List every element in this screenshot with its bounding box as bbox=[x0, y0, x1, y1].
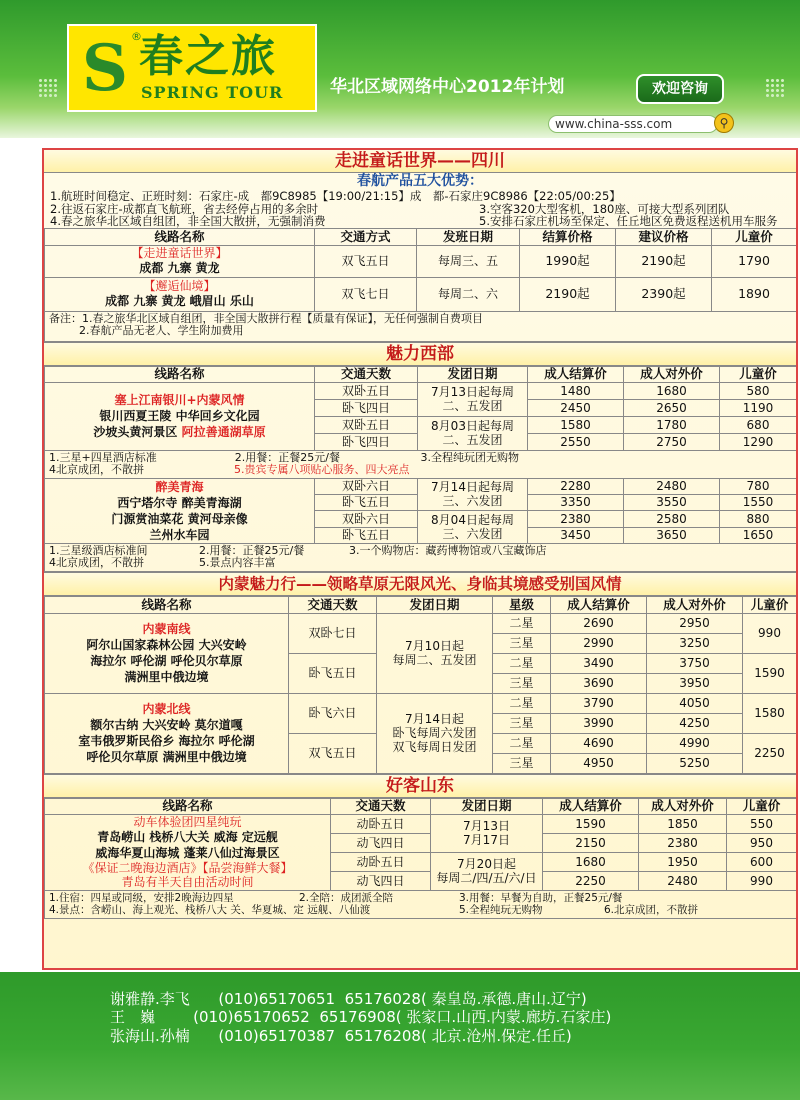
adult-price: 3350 bbox=[528, 494, 624, 510]
col-header: 线路名称 bbox=[45, 228, 315, 245]
retail-price: 2580 bbox=[624, 510, 720, 527]
retail-price: 3550 bbox=[624, 494, 720, 510]
retail-price: 4050 bbox=[647, 693, 743, 713]
child-price: 580 bbox=[720, 382, 797, 399]
days-cell: 卧飞四日 bbox=[315, 433, 418, 450]
date-line: 每周二、五发团 bbox=[392, 653, 477, 667]
child-price: 550 bbox=[727, 814, 797, 833]
note-item: 5.景点内容丰富 bbox=[199, 556, 276, 569]
route-name: 动车体验团四星纯玩 bbox=[133, 815, 242, 829]
col-header: 成人结算价 bbox=[528, 366, 624, 382]
child-price: 990 bbox=[743, 613, 797, 653]
logo-english-name: SPRING TOUR bbox=[141, 83, 284, 102]
contact-footer bbox=[0, 972, 800, 1100]
days-cell: 动卧五日 bbox=[331, 814, 431, 833]
contact-row bbox=[110, 990, 587, 1009]
route-places: 成都 九寨 黄龙 bbox=[139, 261, 220, 275]
transport-cell: 双飞七日 bbox=[315, 277, 417, 311]
contact-region: 秦皇岛.承德.唐山.辽宁) bbox=[431, 990, 587, 1008]
contact-names: 谢雅静.李飞 bbox=[110, 990, 190, 1008]
col-header: 发团日期 bbox=[431, 798, 543, 814]
col-header: 交通天数 bbox=[289, 596, 377, 613]
route-places: 室韦俄罗斯民俗乡 海拉尔 呼伦湖 bbox=[78, 734, 255, 748]
section-title-sichuan: 走进童话世界——四川 bbox=[44, 150, 796, 173]
date-line: 7月10日起 bbox=[405, 639, 464, 653]
date-line: 7月17日 bbox=[463, 833, 510, 847]
date-line: 双飞每周日发团 bbox=[392, 740, 477, 754]
logo-mark-icon: S bbox=[81, 31, 129, 106]
itinerary-content bbox=[42, 148, 798, 970]
days-cell: 双飞五日 bbox=[289, 733, 377, 773]
route-places: 青岛崂山 栈桥八大关 威海 定远舰 bbox=[97, 830, 278, 844]
retail-price: 2380 bbox=[639, 833, 727, 852]
dot-pattern bbox=[38, 78, 58, 98]
days-cell: 卧飞五日 bbox=[289, 653, 377, 693]
adult-price: 1480 bbox=[528, 382, 624, 399]
settle-price: 1990起 bbox=[520, 245, 616, 277]
route-name: 【邂逅仙境】 bbox=[143, 279, 216, 293]
sichuan-table bbox=[44, 228, 797, 342]
star-cell: 三星 bbox=[493, 753, 551, 773]
transport-cell: 双飞五日 bbox=[315, 245, 417, 277]
route-places: 沙坡头黄河景区 bbox=[93, 425, 178, 439]
registered-mark: ® bbox=[131, 30, 142, 43]
col-header: 发团日期 bbox=[418, 366, 528, 382]
col-header: 交通方式 bbox=[315, 228, 417, 245]
route-places: 西宁塔尔寺 醉美青海湖 bbox=[117, 495, 242, 510]
note-line: 2.春航产品无老人、学生附加费用 bbox=[79, 324, 244, 337]
note-item: 2.全陪：成团派全陪 bbox=[299, 891, 394, 904]
search-icon[interactable]: ⚲ bbox=[714, 113, 734, 133]
date-line: 7月14日起 bbox=[405, 712, 464, 726]
child-price: 1650 bbox=[720, 527, 797, 543]
star-cell: 二星 bbox=[493, 733, 551, 753]
route-places: 阿尔山国家森林公园 大兴安岭 bbox=[86, 638, 247, 652]
date-line: 7月13日 bbox=[463, 819, 510, 833]
suggest-price: 2190起 bbox=[616, 245, 712, 277]
col-header: 线路名称 bbox=[45, 596, 289, 613]
route-highlight: 青岛有半天自由活动时间 bbox=[121, 875, 254, 889]
table-row bbox=[45, 693, 797, 713]
col-header: 成人对外价 bbox=[647, 596, 743, 613]
consult-button[interactable]: 欢迎咨询 bbox=[636, 74, 724, 104]
contact-names: 张海山.孙楠 bbox=[110, 1027, 190, 1045]
child-price: 1550 bbox=[720, 494, 797, 510]
note-item: 3.全程纯玩团无购物 bbox=[420, 450, 519, 464]
note-item: 6.北京成团，不散拼 bbox=[604, 904, 699, 916]
retail-price: 2480 bbox=[639, 871, 727, 890]
table-row bbox=[45, 382, 797, 399]
adult-price: 2150 bbox=[543, 833, 639, 852]
date-cell: 7月14日起每周三、六发团 bbox=[418, 478, 528, 510]
col-header: 线路名称 bbox=[45, 798, 331, 814]
days-cell: 双卧五日 bbox=[315, 382, 418, 399]
child-price: 880 bbox=[720, 510, 797, 527]
date-cell: 8月03日起每周二、五发团 bbox=[418, 416, 528, 450]
retail-price: 3650 bbox=[624, 527, 720, 543]
child-price: 600 bbox=[727, 852, 797, 871]
dot-pattern bbox=[765, 78, 785, 98]
child-price: 780 bbox=[720, 478, 797, 494]
west-table bbox=[44, 366, 797, 572]
date-cell: 8月04日起每周三、六发团 bbox=[418, 510, 528, 543]
adult-price: 2250 bbox=[543, 871, 639, 890]
days-cell: 动卧五日 bbox=[331, 852, 431, 871]
star-cell: 二星 bbox=[493, 613, 551, 633]
col-header: 结算价格 bbox=[520, 228, 616, 245]
retail-price: 3750 bbox=[647, 653, 743, 673]
advantages-list bbox=[44, 190, 796, 228]
retail-price: 1780 bbox=[624, 416, 720, 433]
route-name: 内蒙南线 bbox=[142, 622, 191, 636]
section-title-shandong: 好客山东 bbox=[44, 774, 796, 798]
table-row bbox=[45, 277, 797, 311]
route-name: 塞上江南银川+内蒙风情 bbox=[114, 393, 245, 407]
days-cell: 双卧六日 bbox=[315, 510, 418, 527]
table-row bbox=[45, 814, 797, 833]
date-line: 卧飞每周六发团 bbox=[392, 726, 477, 740]
note-item: 3.用餐：早餐为自助，正餐25元/餐 bbox=[459, 891, 623, 904]
section-title-mongolia: 内蒙魅力行——领略草原无限风光、身临其境感受别国风情 bbox=[44, 572, 796, 596]
adult-price: 2690 bbox=[551, 613, 647, 633]
route-name: 内蒙北线 bbox=[142, 702, 191, 716]
child-price: 1290 bbox=[720, 433, 797, 450]
col-header: 建议价格 bbox=[616, 228, 712, 245]
note-item: 4北京成团，不散拼 bbox=[49, 463, 144, 476]
contact-row bbox=[110, 1008, 611, 1027]
col-header: 儿童价 bbox=[727, 798, 797, 814]
days-cell: 动飞四日 bbox=[331, 833, 431, 852]
note-item: 1.三星级酒店标准间 bbox=[49, 543, 148, 557]
route-places: 海拉尔 呼伦湖 呼伦贝尔草原 bbox=[90, 654, 243, 668]
col-header: 成人结算价 bbox=[543, 798, 639, 814]
days-cell: 双卧六日 bbox=[315, 478, 418, 494]
mongolia-table bbox=[44, 596, 797, 774]
child-price: 950 bbox=[727, 833, 797, 852]
contact-region: 张家口.山西.内蒙.廊坊.石家庄) bbox=[406, 1008, 612, 1026]
retail-price: 3950 bbox=[647, 673, 743, 693]
adult-price: 1580 bbox=[528, 416, 624, 433]
child-price: 1580 bbox=[743, 693, 797, 733]
route-places: 兰州水车园 bbox=[149, 527, 210, 542]
route-highlight: 《保证二晚海边酒店》 bbox=[82, 861, 203, 875]
date-line: 7月20日起 bbox=[457, 857, 516, 871]
retail-price: 4250 bbox=[647, 713, 743, 733]
adult-price: 3490 bbox=[551, 653, 647, 673]
retail-price: 4990 bbox=[647, 733, 743, 753]
col-header: 成人对外价 bbox=[639, 798, 727, 814]
note-item: 5.贵宾专属八项贴心服务、四大亮点 bbox=[234, 463, 410, 476]
retail-price: 3250 bbox=[647, 633, 743, 653]
contact-row bbox=[110, 1027, 572, 1046]
contact-phones: (010)65170651 65176028( bbox=[218, 990, 427, 1008]
note-item: 4北京成团，不散拼 bbox=[49, 556, 144, 569]
note-item: 2.用餐：正餐25元/餐 bbox=[234, 450, 340, 464]
date-cell: 7月13日起每周二、五发团 bbox=[418, 382, 528, 416]
note-item: 2.用餐：正餐25元/餐 bbox=[199, 543, 305, 557]
adult-price: 2450 bbox=[528, 399, 624, 416]
col-header: 儿童价 bbox=[743, 596, 797, 613]
col-header: 交通天数 bbox=[315, 366, 418, 382]
adult-price: 2550 bbox=[528, 433, 624, 450]
adult-price: 2380 bbox=[528, 510, 624, 527]
col-header: 线路名称 bbox=[45, 366, 315, 382]
date-cell: 每周二、六 bbox=[417, 277, 520, 311]
date-line: 每周二/四/五/六/日 bbox=[436, 871, 537, 885]
settle-price: 2190起 bbox=[520, 277, 616, 311]
star-cell: 三星 bbox=[493, 633, 551, 653]
adult-price: 4950 bbox=[551, 753, 647, 773]
star-cell: 三星 bbox=[493, 673, 551, 693]
col-header: 儿童价 bbox=[720, 366, 797, 382]
retail-price: 2750 bbox=[624, 433, 720, 450]
note-item: 1.三星+四星酒店标准 bbox=[49, 450, 157, 464]
contact-phones: (010)65170387 65176208( bbox=[218, 1027, 427, 1045]
col-header: 成人结算价 bbox=[551, 596, 647, 613]
days-cell: 卧飞六日 bbox=[289, 693, 377, 733]
shandong-table bbox=[44, 798, 797, 919]
adult-price: 2990 bbox=[551, 633, 647, 653]
col-header: 儿童价 bbox=[712, 228, 797, 245]
route-places: 银川西夏王陵 中华回乡文化园 bbox=[99, 409, 260, 423]
table-row bbox=[45, 245, 797, 277]
advantage-item: 4.春之旅华北区域自组团，非全国大散拼，无强制消费 bbox=[50, 214, 326, 228]
col-header: 发团日期 bbox=[377, 596, 493, 613]
days-cell: 卧飞五日 bbox=[315, 494, 418, 510]
route-highlight: 【品尝海鲜大餐】 bbox=[202, 861, 293, 875]
retail-price: 5250 bbox=[647, 753, 743, 773]
adult-price: 4690 bbox=[551, 733, 647, 753]
header-banner bbox=[0, 0, 800, 138]
child-price: 1890 bbox=[712, 277, 797, 311]
adult-price: 1680 bbox=[543, 852, 639, 871]
logo-chinese-name: 春之旅 bbox=[139, 31, 277, 82]
col-header: 成人对外价 bbox=[624, 366, 720, 382]
route-places: 满洲里中俄边境 bbox=[124, 670, 209, 684]
advantage-item: 1.航班时间稳定、正班时刻：石家庄-成 都9C8985【19:00/21:15】成 都-石家庄9C8986【22:05/00:25】 bbox=[50, 189, 621, 203]
days-cell: 动飞四日 bbox=[331, 871, 431, 890]
contact-region: 北京.沧州.保定.任丘) bbox=[431, 1027, 572, 1045]
company-logo[interactable] bbox=[67, 24, 317, 112]
route-places: 门源赏油菜花 黄河母亲像 bbox=[111, 511, 248, 526]
suggest-price: 2390起 bbox=[616, 277, 712, 311]
note-item: 1.住宿：四星或同级，安排2晚海边四星 bbox=[49, 891, 234, 904]
child-price: 1590 bbox=[743, 653, 797, 693]
note-item: 4.景点：含崂山、海上观光、栈桥八大 关、华夏城、定 远舰、八仙渡 bbox=[49, 904, 371, 916]
days-cell: 卧飞五日 bbox=[315, 527, 418, 543]
adult-price: 3450 bbox=[528, 527, 624, 543]
child-price: 680 bbox=[720, 416, 797, 433]
star-cell: 二星 bbox=[493, 653, 551, 673]
page-title: 华北区域网络中心2012年计划 bbox=[330, 77, 565, 97]
contact-names: 王 巍 bbox=[110, 1008, 156, 1026]
advantage-item: 2.往返石家庄-成都直飞航班，省去经停占用的多余时 bbox=[50, 201, 319, 216]
route-places: 阿拉善通湖草原 bbox=[181, 425, 266, 439]
note-item: 3.一个购物店：藏药博物馆或八宝藏饰店 bbox=[349, 543, 547, 557]
route-name: 醉美青海 bbox=[155, 479, 204, 494]
date-cell: 每周三、五 bbox=[417, 245, 520, 277]
route-places: 成都 九寨 黄龙 峨眉山 乐山 bbox=[105, 294, 254, 308]
section-title-west: 魅力西部 bbox=[44, 342, 796, 366]
days-cell: 双卧七日 bbox=[289, 613, 377, 653]
note-line: 备注：1.春之旅华北区域自组团，非全国大散拼行程【质量有保证】，无任何强制自费项目 bbox=[49, 311, 483, 325]
col-header: 发班日期 bbox=[417, 228, 520, 245]
route-places: 威海华夏山海城 蓬莱八仙过海景区 bbox=[95, 846, 280, 860]
route-name: 【走进童话世界】 bbox=[131, 246, 228, 260]
days-cell: 双卧五日 bbox=[315, 416, 418, 433]
child-price: 1190 bbox=[720, 399, 797, 416]
retail-price: 1950 bbox=[639, 852, 727, 871]
contact-phones: (010)65170652 65176908( bbox=[193, 1008, 402, 1026]
child-price: 1790 bbox=[712, 245, 797, 277]
advantages-heading: 春航产品五大优势： bbox=[357, 173, 483, 189]
adult-price: 3790 bbox=[551, 693, 647, 713]
days-cell: 卧飞四日 bbox=[315, 399, 418, 416]
adult-price: 3690 bbox=[551, 673, 647, 693]
table-row bbox=[45, 478, 797, 494]
star-cell: 三星 bbox=[493, 713, 551, 733]
retail-price: 1680 bbox=[624, 382, 720, 399]
advantage-item: 3.空客320大型客机，180座、可接大型系列团队 bbox=[479, 201, 730, 216]
child-price: 2250 bbox=[743, 733, 797, 773]
adult-price: 1590 bbox=[543, 814, 639, 833]
route-places: 额尔古纳 大兴安岭 莫尔道嘎 bbox=[90, 718, 243, 732]
adult-price: 2280 bbox=[528, 478, 624, 494]
website-url-link[interactable]: www.china-sss.com bbox=[548, 115, 718, 133]
table-row bbox=[45, 613, 797, 633]
col-header: 交通天数 bbox=[331, 798, 431, 814]
child-price: 990 bbox=[727, 871, 797, 890]
retail-price: 1850 bbox=[639, 814, 727, 833]
route-places: 呼伦贝尔草原 满洲里中俄边境 bbox=[86, 750, 247, 764]
advantage-item: 5.安排石家庄机场至保定、任丘地区免费返程送机用车服务 bbox=[479, 214, 778, 228]
star-cell: 二星 bbox=[493, 693, 551, 713]
note-item: 5.全程纯玩无购物 bbox=[459, 904, 543, 916]
col-header: 星级 bbox=[493, 596, 551, 613]
retail-price: 2480 bbox=[624, 478, 720, 494]
retail-price: 2650 bbox=[624, 399, 720, 416]
retail-price: 2950 bbox=[647, 613, 743, 633]
adult-price: 3990 bbox=[551, 713, 647, 733]
